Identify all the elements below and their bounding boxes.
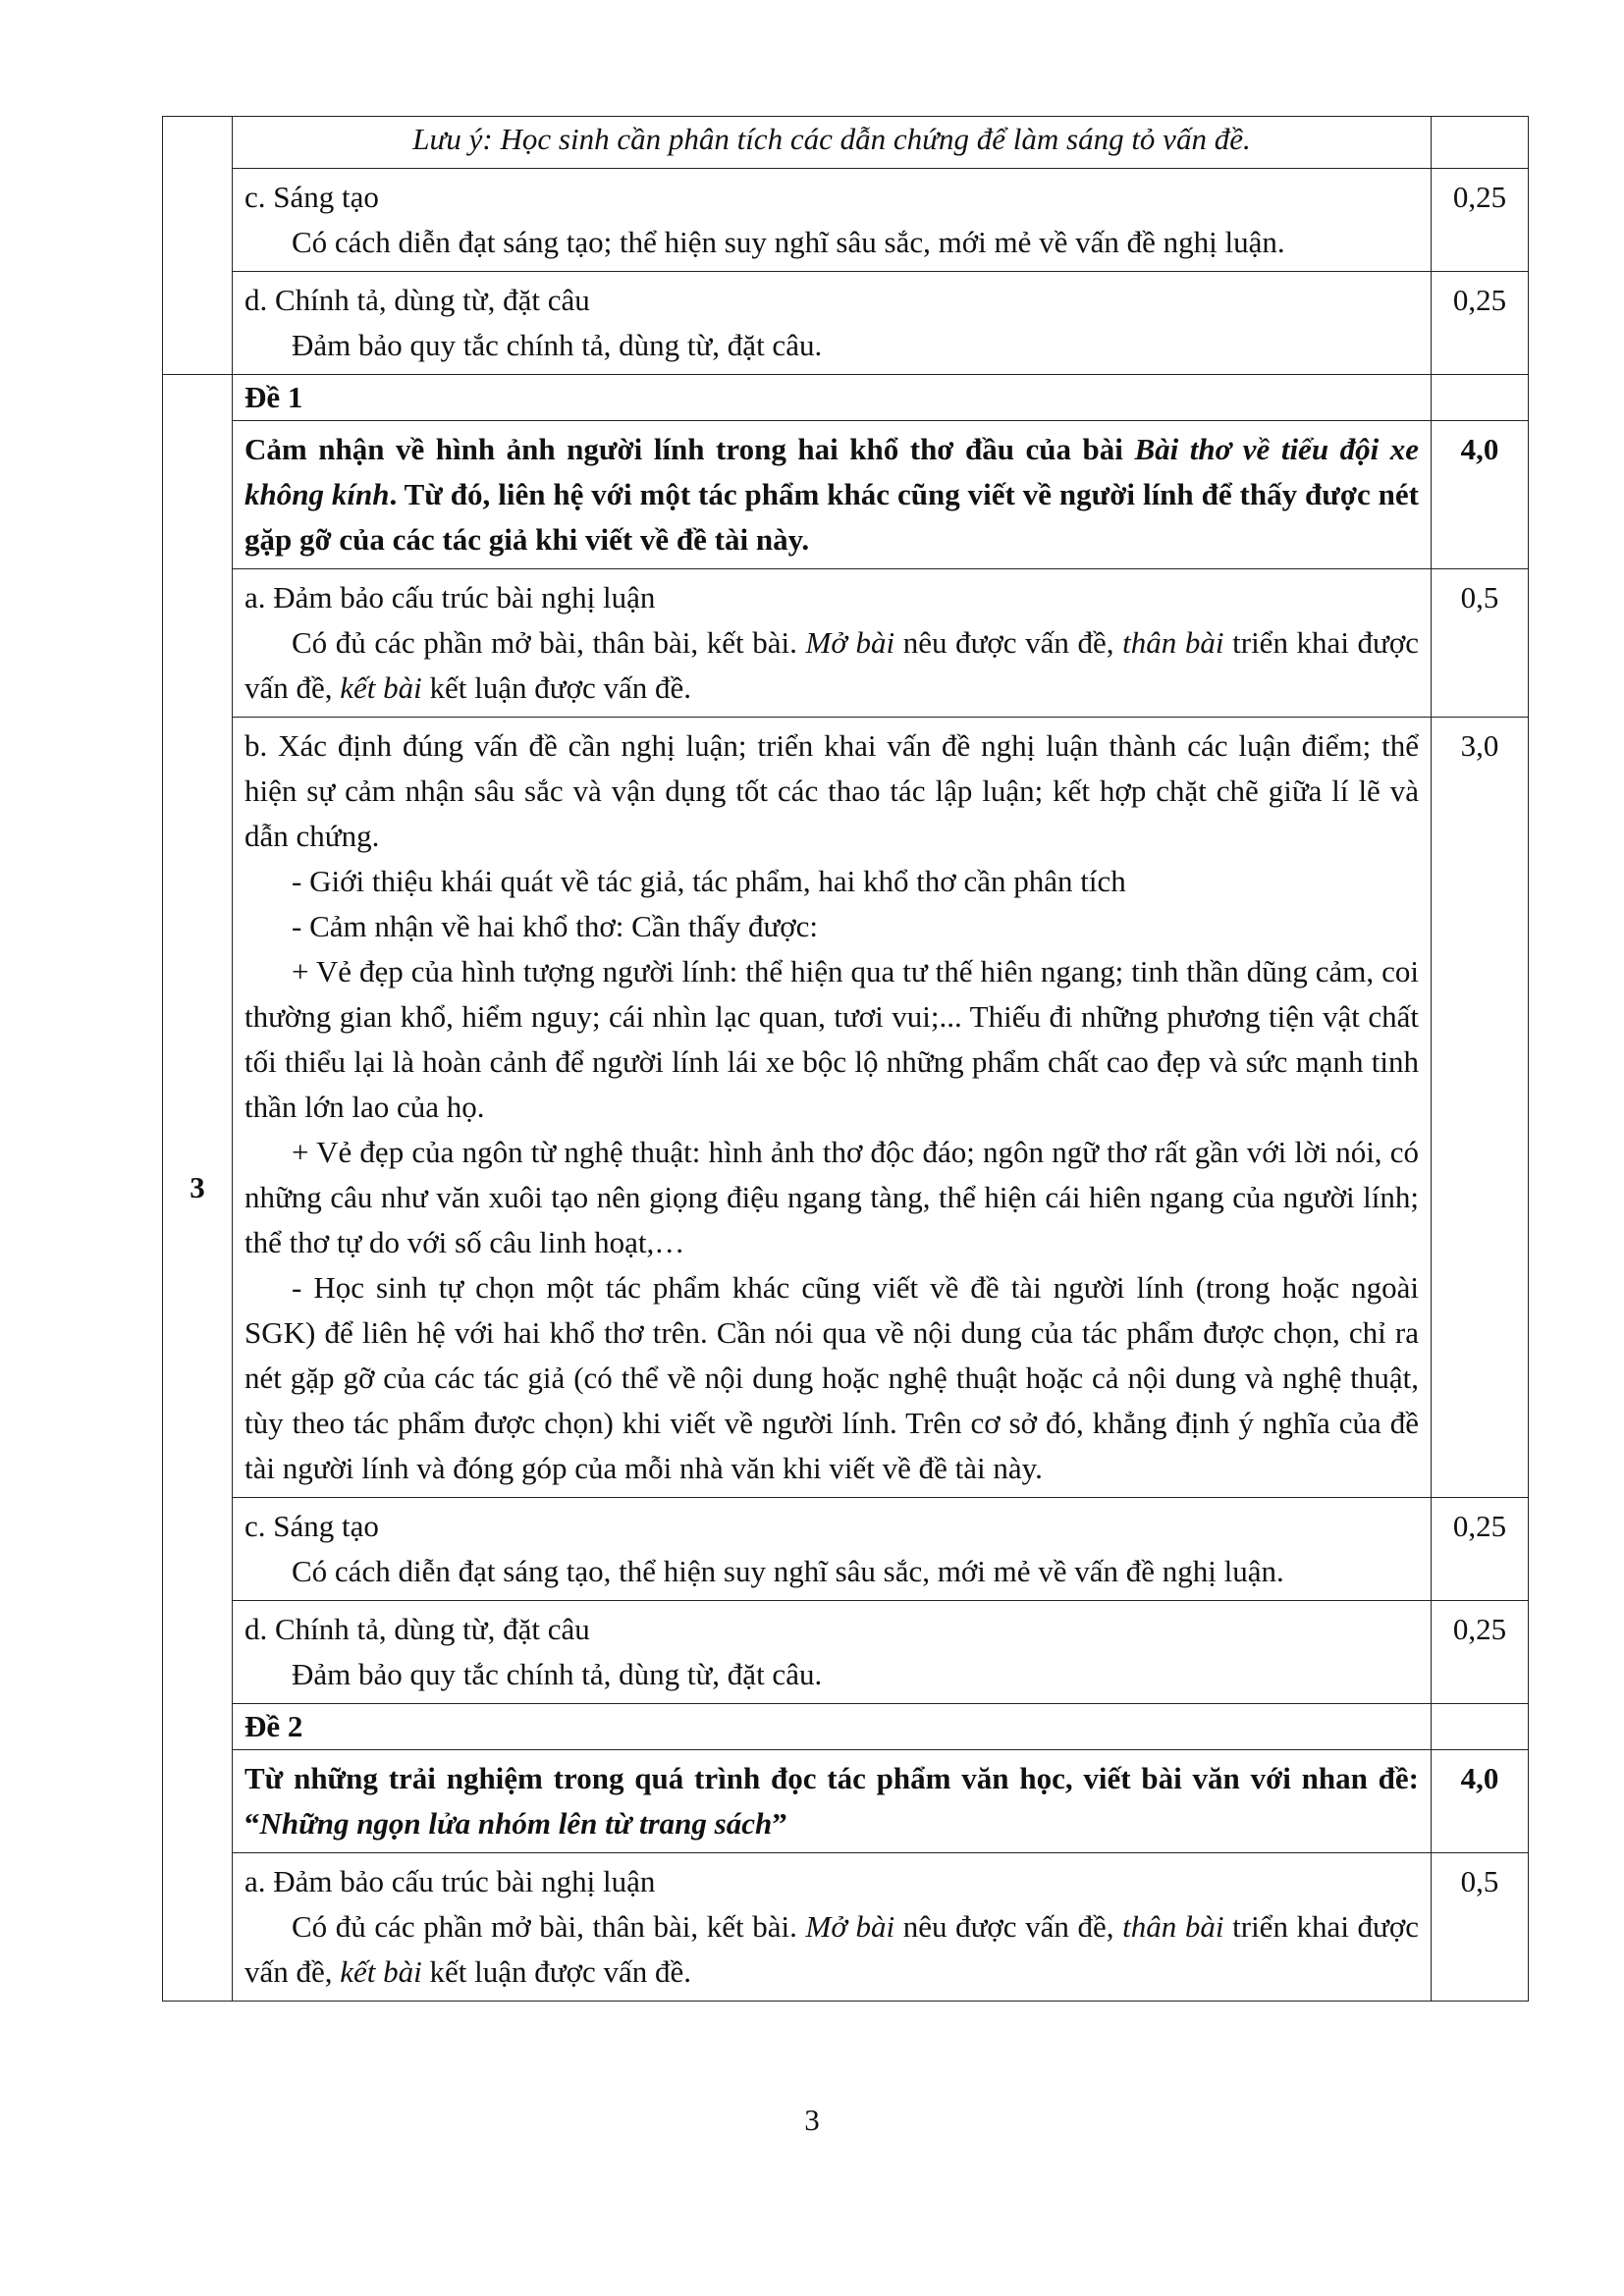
answer-key-table (162, 116, 1529, 2002)
note-cell (233, 117, 1432, 169)
creativity-title: c. Sáng tạo (244, 1509, 379, 1543)
structure-body-than-bai: thân bài (1122, 1909, 1224, 1944)
creativity-title: c. Sáng tạo (244, 180, 379, 214)
spelling-title: d. Chính tả, dùng từ, đặt câu (244, 283, 590, 317)
score-cell: 0,25 (1432, 272, 1529, 375)
argument-cell (233, 718, 1432, 1498)
table-row (163, 718, 1529, 1498)
creativity-body: Có cách diễn đạt sáng tạo; thể hiện suy nghĩ sâu sắc, mới mẻ về vấn đề nghị luận. (292, 225, 1285, 259)
de2-prompt-cell (233, 1750, 1432, 1853)
creativity-body: Có cách diễn đạt sáng tạo, thể hiện suy nghĩ sâu sắc, mới mẻ về vấn đề nghị luận. (292, 1554, 1284, 1588)
structure-body-text: triển khai được vấn đề, (244, 1909, 1419, 1989)
de1-label-cell (233, 375, 1432, 421)
structure-body-mo-bai: Mở bài (805, 625, 895, 660)
score-cell: 0,25 (1432, 1601, 1529, 1704)
table-row (163, 1704, 1529, 1750)
score-cell: 3,0 (1432, 718, 1529, 1498)
structure-body-than-bai: thân bài (1122, 625, 1224, 660)
de2-label: Đề 2 (244, 1709, 303, 1743)
score-cell: 4,0 (1432, 1750, 1529, 1853)
spelling-cell (233, 272, 1432, 375)
score-cell: 0,5 (1432, 569, 1529, 718)
table-row (163, 1498, 1529, 1601)
table-row (163, 421, 1529, 569)
de2-prompt-title: Những ngọn lửa nhóm lên từ trang sách (259, 1806, 773, 1841)
de2-prompt-part-a: Từ những trải nghiệm trong quá trình đọc tác phẩm văn học, viết bài văn với nhan đề: “ (244, 1761, 1419, 1841)
structure-body-text: kết luận được vấn đề. (421, 1954, 691, 1989)
question-number-cell: 3 (163, 375, 233, 2002)
page-number: 3 (804, 2103, 820, 2137)
spelling-body: Đảm bảo quy tắc chính tả, dùng từ, đặt câu. (292, 1657, 823, 1691)
score-cell-empty (1432, 1704, 1529, 1750)
structure-body-text: nêu được vấn đề, (894, 625, 1123, 660)
argument-title: b. Xác định đúng vấn đề cần nghị luận; triển khai vấn đề nghị luận thành các luận điểm; thể hiện sự cảm nhận sâu sắc và vận dụng tốt các thao tác lập luận; kết hợp chặt chẽ giữa lí lẽ và dẫn chứng. (244, 728, 1419, 853)
spelling-title: d. Chính tả, dùng từ, đặt câu (244, 1612, 590, 1646)
structure-body-text: kết luận được vấn đề. (421, 670, 691, 705)
score-cell: 0,25 (1432, 169, 1529, 272)
score-cell: 4,0 (1432, 421, 1529, 569)
structure-body-text: nêu được vấn đề, (894, 1909, 1123, 1944)
table-row (163, 272, 1529, 375)
structure-cell (233, 1853, 1432, 2002)
spelling-cell (233, 1601, 1432, 1704)
structure-body-ket-bai: kết bài (340, 670, 422, 705)
question-cell-prev (163, 117, 233, 375)
de1-prompt-cell (233, 421, 1432, 569)
structure-body-text: Có đủ các phần mở bài, thân bài, kết bài. (292, 625, 806, 660)
argument-item: - Học sinh tự chọn một tác phẩm khác cũng viết về đề tài người lính (trong hoặc ngoài SGK) để liên hệ với hai khổ thơ trên. Cần nói qua về nội dung của tác phẩm được chọn, chỉ ra nét gặp gỡ của các tác giả (có thể về nội dung hoặc nghệ thuật hoặc cả nội dung và nghệ thuật, tùy theo tác phẩm được chọn) khi viết về người lính. Trên cơ sở đó, khẳng định ý nghĩa của đề tài người lính và đóng góp của mỗi nhà văn khi viết về đề tài này. (244, 1270, 1419, 1485)
score-cell-empty (1432, 117, 1529, 169)
de1-label: Đề 1 (244, 380, 303, 414)
creativity-cell (233, 1498, 1432, 1601)
structure-cell (233, 569, 1432, 718)
score-cell: 0,25 (1432, 1498, 1529, 1601)
table-row (163, 1750, 1529, 1853)
structure-title: a. Đảm bảo cấu trúc bài nghị luận (244, 580, 656, 614)
de1-prompt-part-a: Cảm nhận về hình ảnh người lính trong hai khổ thơ đầu của bài (244, 432, 1135, 466)
argument-item: + Vẻ đẹp của hình tượng người lính: thể hiện qua tư thế hiên ngang; tinh thần dũng cảm, coi thường gian khổ, hiểm nguy; cái nhìn lạc quan, tươi vui;... Thiếu đi những phương tiện vật chất tối thiểu lại là hoàn cảnh để người lính lái xe bộc lộ những phẩm chất cao đẹp và sức mạnh tinh thần lớn lao của họ. (244, 954, 1419, 1124)
table-row (163, 169, 1529, 272)
structure-body-ket-bai: kết bài (340, 1954, 422, 1989)
de2-label-cell (233, 1704, 1432, 1750)
table-row (163, 1853, 1529, 2002)
score-cell: 0,5 (1432, 1853, 1529, 2002)
table-row (163, 1601, 1529, 1704)
structure-body-text: Có đủ các phần mở bài, thân bài, kết bài. (292, 1909, 806, 1944)
de1-prompt-part-b: . Từ đó, liên hệ với một tác phẩm khác cũng viết về người lính để thấy được nét gặp gỡ của các tác giả khi viết về đề tài này. (244, 477, 1419, 557)
argument-item: - Giới thiệu khái quát về tác giả, tác phẩm, hai khổ thơ cần phân tích (292, 864, 1126, 898)
table-row (163, 375, 1529, 421)
answer-key-table-wrapper (162, 116, 1529, 2002)
table-row (163, 569, 1529, 718)
argument-item: - Cảm nhận về hai khổ thơ: Cần thấy được: (292, 909, 819, 943)
creativity-cell (233, 169, 1432, 272)
structure-title: a. Đảm bảo cấu trúc bài nghị luận (244, 1864, 656, 1898)
argument-item: + Vẻ đẹp của ngôn từ nghệ thuật: hình ảnh thơ độc đáo; ngôn ngữ thơ rất gần với lời nói, có những câu như văn xuôi tạo nên giọng điệu ngang tàng, thể hiện cái hiên ngang của người lính; thể thơ tự do với số câu linh hoạt,… (244, 1135, 1419, 1259)
structure-body-text: triển khai được vấn đề, (244, 625, 1419, 705)
structure-body-mo-bai: Mở bài (805, 1909, 895, 1944)
note-text: Lưu ý: Học sinh cần phân tích các dẫn chứng để làm sáng tỏ vấn đề. (412, 122, 1251, 156)
table-row (163, 117, 1529, 169)
spelling-body: Đảm bảo quy tắc chính tả, dùng từ, đặt câu. (292, 328, 823, 362)
score-cell-empty (1432, 375, 1529, 421)
structure-body (244, 620, 1419, 711)
de2-prompt-part-b: ” (772, 1806, 787, 1841)
de1-prompt-poem-title: Bài thơ về tiểu đội xe không kính (244, 432, 1419, 511)
structure-body (244, 1904, 1419, 1995)
